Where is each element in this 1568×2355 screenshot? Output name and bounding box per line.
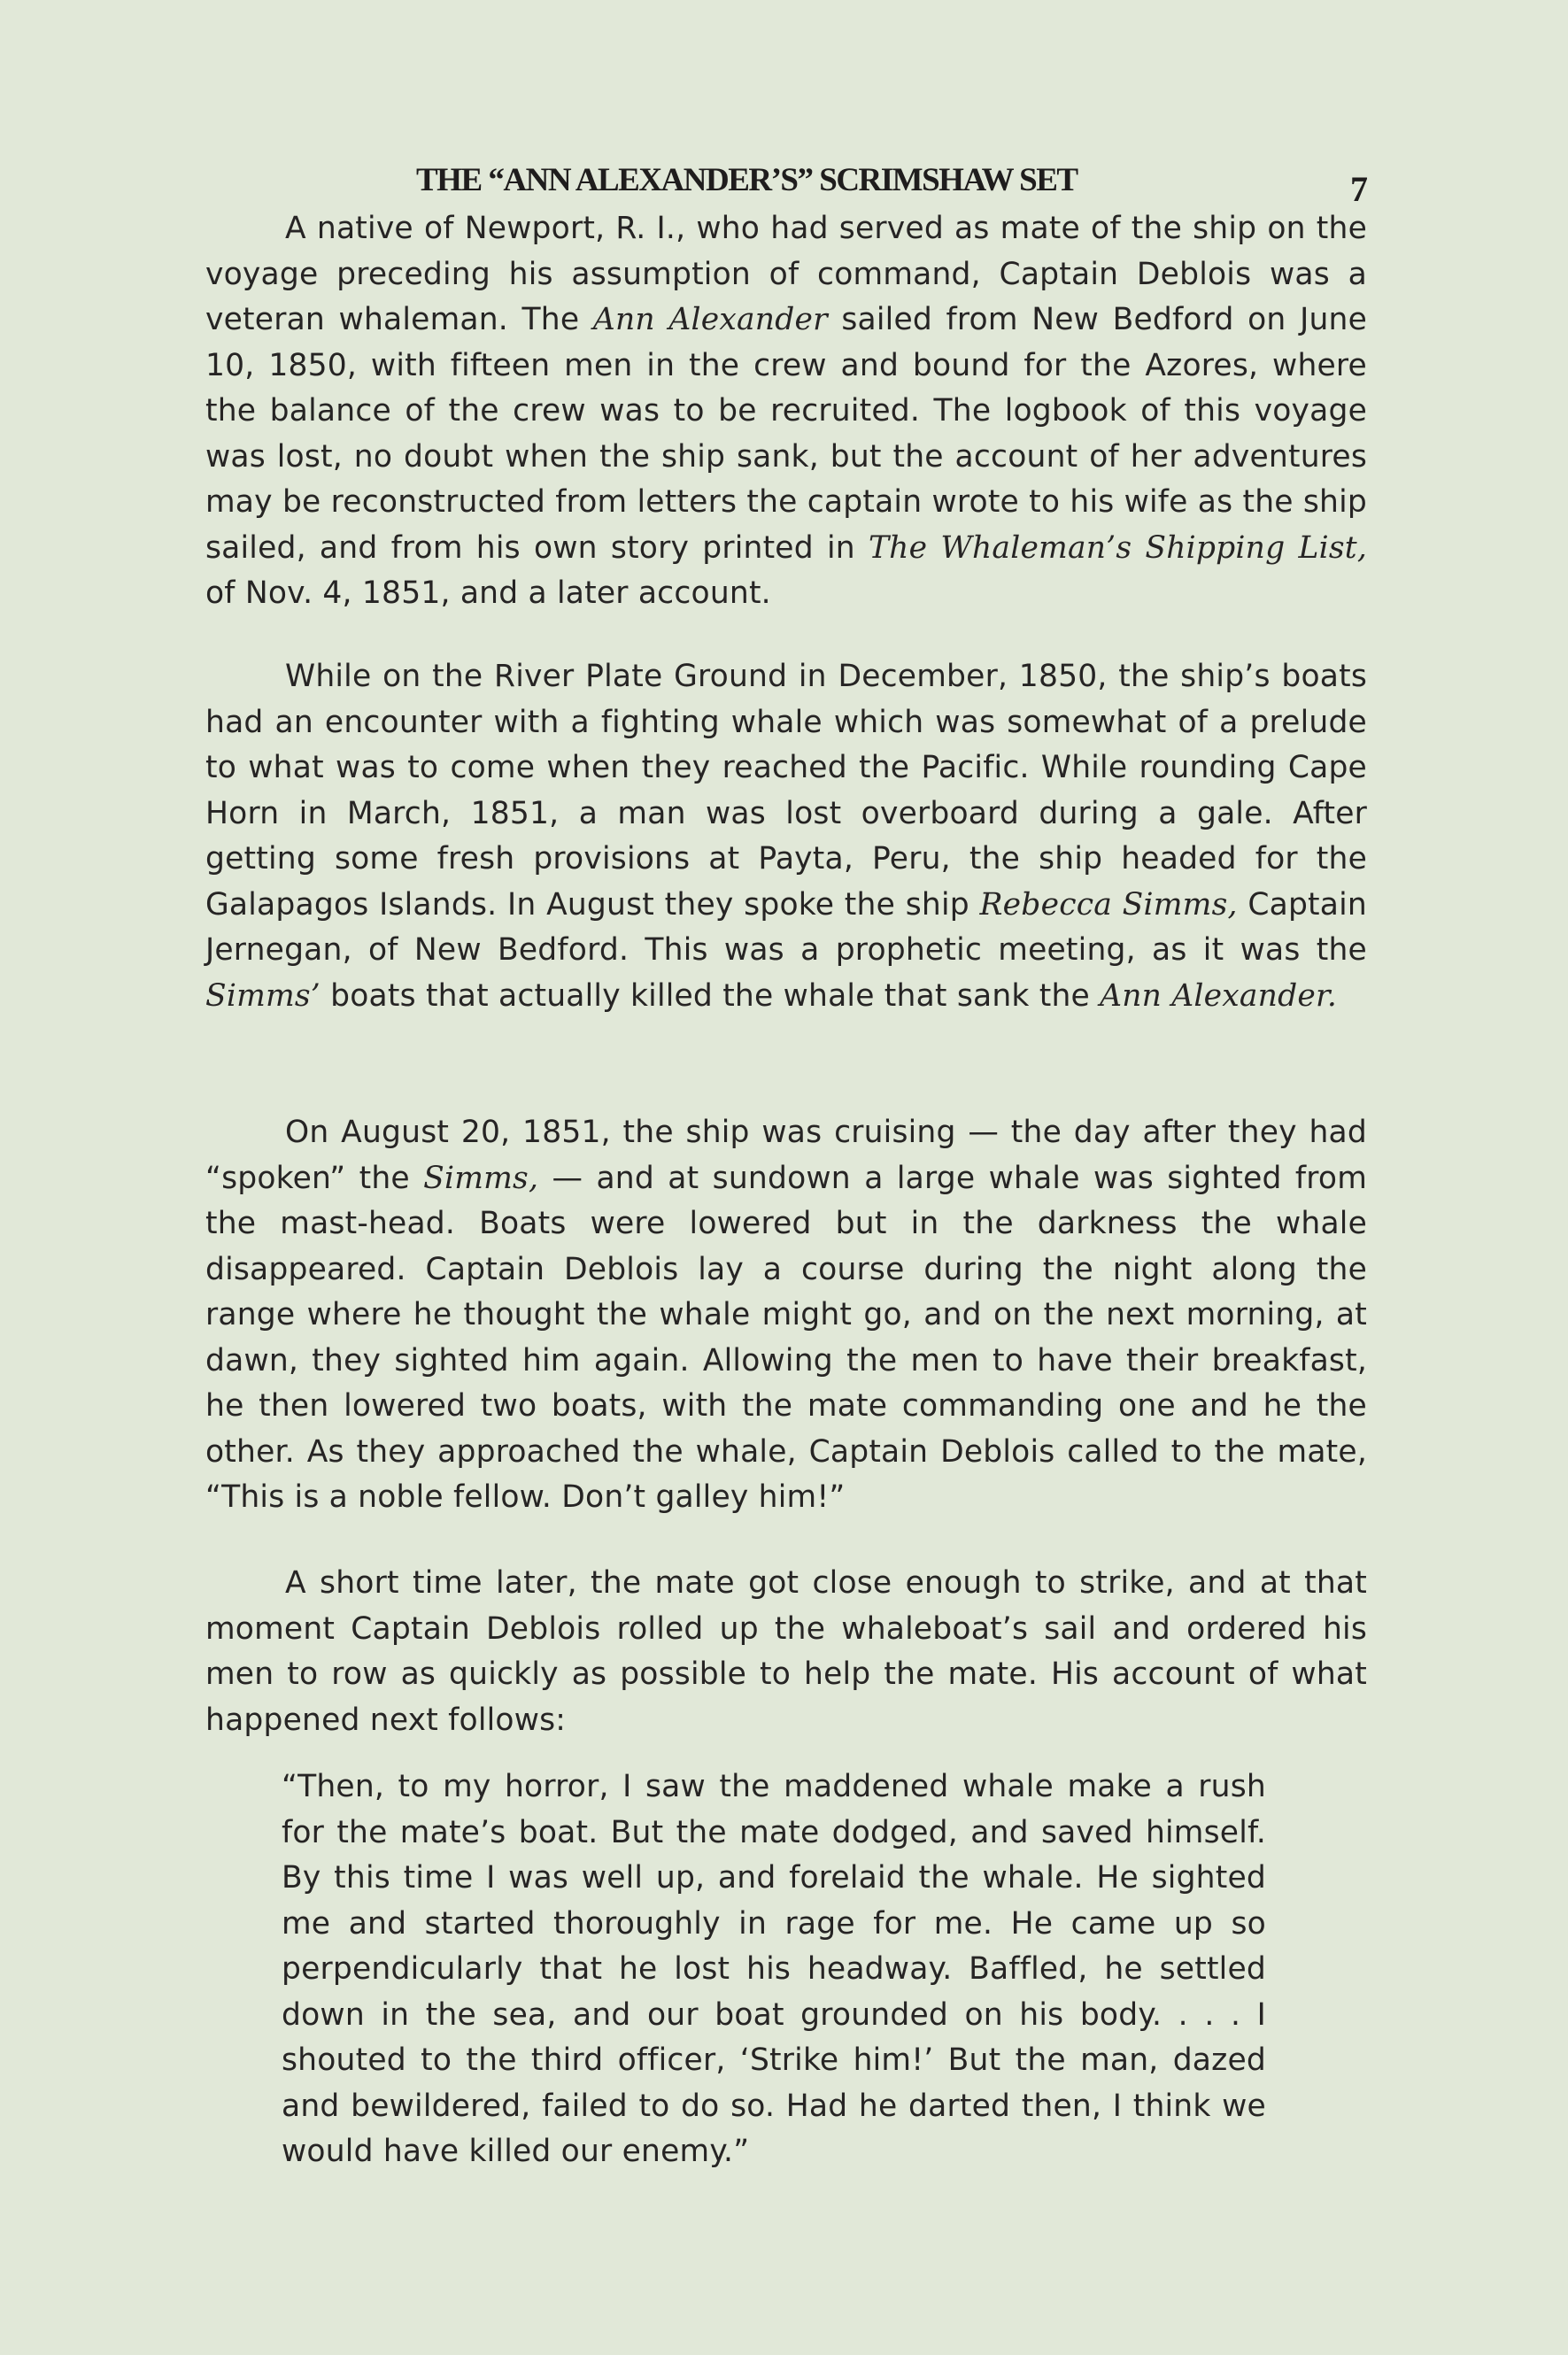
paragraph-2: [205, 654, 1367, 1019]
ship-name-simms: Simms’: [205, 977, 321, 1014]
paragraph-1-text-1: A native of Newport, R. I., who had served as mate of the ship on the voyage preceding his assumption of command, Captain Deblois was a veteran whaleman. The: [205, 211, 1367, 337]
ship-name-ann-alexander: Ann Alexander: [592, 302, 828, 337]
paragraph-4: [205, 1561, 1367, 1743]
paragraph-2-text-3: boats that actually killed the whale that sank the: [320, 977, 1101, 1014]
block-quote-text: “Then, to my horror, I saw the maddened whale make a rush for the mate’s boat. But the mate dodged, and saved himself. By this time I was well up, and forelaid the whale. He sighted me and started thoroughly in rage for me. He came up so perpendicularly that he lost his headway. Baffled, he settled down in the sea, and our boat grounded on his body. . . . I shouted to the third officer, ‘Strike him!’ But the man, dazed and bewildered, failed to do so. Had he darted then, I think we would have killed our enemy.”: [282, 1769, 1266, 2169]
block-quote: [282, 1764, 1266, 2175]
paragraph-1-text-2: sailed from New Bedford on June 10, 1850, with fifteen men in the crew and bound for the Azores, where the balance of the crew was to be recruited. The logbook of this voyage was lost, no doubt when the ship sank, but the account of her adventures may be reconstructed from letters the captain wrote to his wife as the ship sailed, and from his own story printed in: [205, 302, 1367, 566]
paragraph-4-text-1: A short time later, the mate got close enough to strike, and at that moment Captain Deblois rolled up the whaleboat’s sail and ordered his men to row as quickly as possible to help the mate. His account of what happened next follows:: [205, 1565, 1367, 1738]
paragraph-1: [205, 206, 1367, 617]
page-number: 7: [1350, 169, 1368, 209]
ship-name-rebecca-simms: Rebecca Simms,: [979, 886, 1238, 923]
paragraph-2-text-1: While on the River Plate Ground in December, 1850, the ship’s boats had an encounter with a fighting whale which was somewhat of a prelude to what was to come when they reached the Pacific. While rounding Cape Horn in March, 1851, a man was lost overboard during a gale. After getting some fresh provisions at Payta, Peru, the ship headed for the Galapagos Islands. In August they spoke the ship: [205, 659, 1367, 923]
paragraph-3-text-1: On August 20, 1851, the ship was cruising — the day after they had “spoken” the: [205, 1115, 1367, 1196]
paragraph-1-text-3: of Nov. 4, 1851, and a later account.: [205, 575, 771, 611]
ship-name-simms-2: Simms,: [423, 1160, 539, 1196]
paragraph-3: [205, 1110, 1367, 1521]
paragraph-3-text-2: — and at sundown a large whale was sighted from the mast-head. Boats were lowered but in the darkness the whale disappeared. Captain Deblois lay a course during the night along the range where he thought the whale might go, and on the next morning, at dawn, they sighted him again. Allowing the men to have their breakfast, he then lowered two boats, with the mate commanding one and he the other. As they approached the whale, Captain Deblois called to the mate, “This is a noble fellow. Don’t galley him!”: [205, 1160, 1367, 1515]
ship-name-ann-alexander-2: Ann Alexander.: [1100, 977, 1338, 1014]
running-header-title: THE “ANN ALEXANDER’S” SCRIMSHAW SET: [416, 162, 1078, 198]
publication-title: The Whaleman’s Shipping List,: [868, 529, 1367, 566]
paragraph-2-text-2: Captain Jernegan, of New Bedford. This was a prophetic meeting, as it was the: [205, 886, 1367, 968]
